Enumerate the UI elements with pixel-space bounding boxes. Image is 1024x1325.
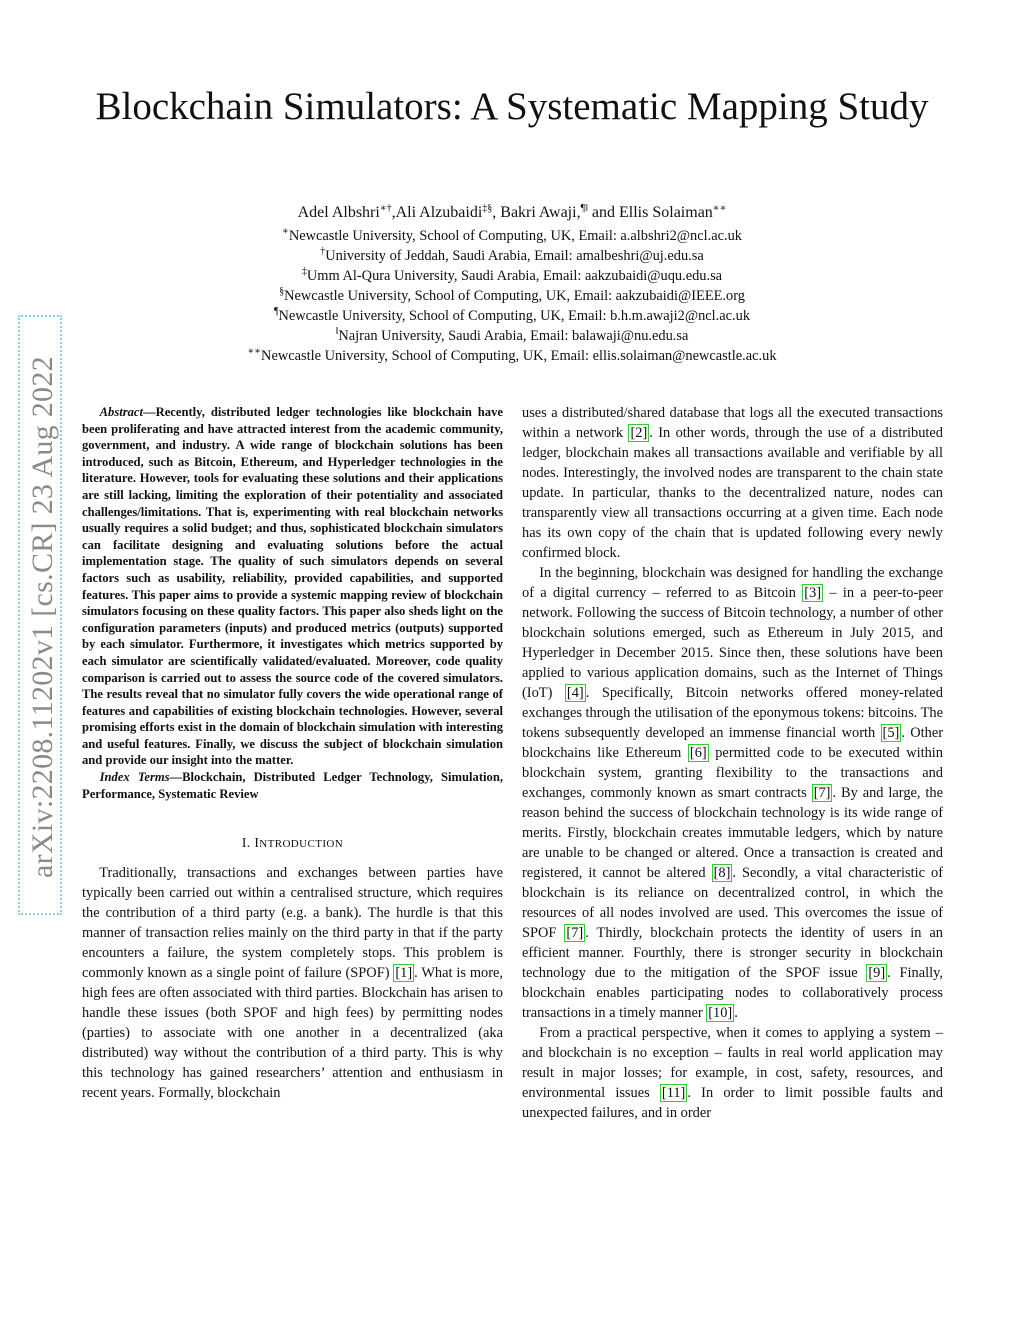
- paper-title: Blockchain Simulators: A Systematic Mapping Study: [95, 85, 929, 128]
- index-terms-dash: —: [169, 770, 183, 785]
- citation-link[interactable]: [2]: [630, 425, 648, 441]
- section-heading: [82, 834, 503, 853]
- affiliation-marker: ∗∗: [247, 346, 262, 357]
- affiliation-marker: †: [320, 246, 326, 257]
- index-terms-text: Blockchain, Distributed Ledger Technology, Simulation, Performance, Systematic Review: [82, 770, 503, 801]
- author-name: Bakri Awaji,: [500, 204, 581, 221]
- affiliation: [90, 346, 934, 366]
- citation-link[interactable]: [7]: [566, 925, 584, 941]
- affiliation-text: Umm Al-Qura University, Saudi Arabia, Email: aakzubaidi@uqu.edu.sa: [306, 268, 723, 284]
- affiliation-text: Newcastle University, School of Computing, UK, Email: b.h.m.awaji2@ncl.ac.uk: [278, 308, 751, 324]
- paragraph-text: . Finally, blockchain enables participating nodes to collaboratively process transactions in a timely manner: [522, 965, 943, 1021]
- citation-link[interactable]: [11]: [661, 1085, 686, 1101]
- paragraph-text: From a practical perspective, when it comes to applying a system – and blockchain is no exception – faults in real world application may result in major losses; for example, in cost, safety, resources, and environmental issues: [522, 1025, 943, 1101]
- affiliation: [90, 246, 934, 266]
- citation-link[interactable]: [1]: [395, 965, 413, 982]
- author-separator: and: [587, 204, 620, 221]
- arxiv-id: arXiv:2208.11202v1 [cs.CR] 23 Aug 2022: [26, 356, 59, 878]
- abstract-text: Recently, distributed ledger technologies like blockchain have been proliferating and have attracted interest from the academic community, government, and industry. A wide range of blockchain solutions has been introduced, such as Bitcoin, Ethereum, and Hyperledger technologies in the literature. However, tools for evaluating these solutions and their applications are still lacking, limiting the exploration of their potentiality and associated challenges/limitations. That is, experimenting with real blockchain networks usually requires a solid budget; and thus, sophisticated blockchain simulators can facilitate designing and evaluating solutions before the actual implementation stage. The quality of such simulators depends on several factors such as usability, reliability, provided capabilities, and supported features. This paper aims to provide a systemic mapping review of blockchain simulators focusing on these quality factors. This paper also sheds light on the configuration parameters (inputs) and produced metrics (outputs) supported by each simulator. Furthermore, it investigates which metrics supported by each simulator are scientifically validated/evaluated. Moreover, code quality comparison is carried out to assess the source code of the covered simulators. The results reveal that no simulator fully covers the wide operational range of features and capabilities of existing blockchain technologies. However, several promising efforts exist in the domain of blockchain simulation with interesting and useful features. Finally, we discuss the subject of blockchain simulation and provide our insight into the matter.: [82, 405, 503, 768]
- affiliation-text: University of Jeddah, Saudi Arabia, Email: amalbeshri@uj.edu.sa: [325, 248, 704, 264]
- abstract: [82, 404, 503, 769]
- paragraph-text: permitted code to be executed within blockchain system, granting flexibility to the transactions and exchanges, commonly known as smart contracts: [522, 745, 943, 801]
- arxiv-stamp: [18, 315, 62, 915]
- paragraph-text: . Specifically, Bitcoin networks offered money-related exchanges through the utilisation of the eponymous tokens: bitcoins. The tokens subsequently developed an immense financial worth: [522, 685, 943, 741]
- index-terms: [82, 769, 503, 802]
- affiliation: [90, 266, 934, 286]
- author-marker: ‡§: [482, 203, 493, 214]
- affiliation-text: Newcastle University, School of Computing, UK, Email: ellis.solaiman@newcastle.ac.uk: [261, 348, 777, 364]
- index-terms-label: Index Terms: [99, 770, 170, 785]
- paragraph-text: . What is more, high fees are often associated with third parties. Blockchain has arisen to handle these issues (both SPOF and high fees) by permitting nodes (parties) to associate with one another in a decentralized (aka distributed) way without the contribution of a third party. This is why this technology has gained researchers’ attention and enthusiasm in recent years. Formally, blockchain: [82, 965, 503, 1102]
- affiliation-text: Newcastle University, School of Computing, UK, Email: a.albshri2@ncl.ac.uk: [288, 228, 742, 244]
- affiliation: [90, 326, 934, 346]
- citation-link[interactable]: [7]: [813, 785, 831, 801]
- paragraph-text: . In order to limit possible faults and unexpected failures, and in order: [522, 1085, 943, 1121]
- affiliation-text: Najran University, Saudi Arabia, Email: balawaji@nu.edu.sa: [338, 328, 689, 344]
- author-marker: ¶‖: [580, 203, 588, 214]
- body-paragraph: [522, 1023, 943, 1123]
- affiliation: [90, 306, 934, 326]
- section-number: I.: [241, 835, 255, 851]
- paragraph-text: . Thirdly, blockchain protects the identity of users in an efficient manner. Fourthly, there is stronger security in blockchain technology due to the mitigation of the SPOF issue: [522, 925, 943, 981]
- paragraph-text: . By and large, the reason behind the success of blockchain technology is its wide range of merits. Firstly, blockchain creates immutable ledgers, which by nature are unable to be changed or altered. Once a transaction is created and registered, it cannot be altered: [522, 785, 943, 881]
- section-title-rest: NTRODUCTION: [259, 838, 344, 851]
- citation-link[interactable]: [10]: [708, 1005, 733, 1021]
- author-name: Ellis Solaiman: [619, 204, 713, 221]
- affiliations: [90, 226, 934, 366]
- affiliation: [90, 286, 934, 306]
- citation-link[interactable]: [9]: [868, 965, 886, 981]
- section-title-cap: I: [254, 835, 260, 851]
- right-column: [522, 403, 943, 1123]
- author-line: [90, 203, 934, 223]
- author-name: Adel Albshri: [297, 204, 380, 221]
- paragraph-text: .: [734, 1005, 738, 1021]
- paragraph-text: In the beginning, blockchain was designed for handling the exchange of a digital currency – referred to as Bitcoin: [522, 565, 943, 601]
- affiliation-marker: ‡: [301, 266, 307, 277]
- affiliation-marker: ∗: [282, 226, 289, 237]
- author-separator: ,: [391, 204, 396, 221]
- paragraph-text: uses a distributed/shared database that logs all the executed transactions within a network: [522, 405, 943, 441]
- author-name: Ali Alzubaidi: [395, 204, 483, 221]
- abstract-label: Abstract: [99, 405, 144, 419]
- citation-link[interactable]: [6]: [689, 745, 707, 761]
- affiliation-marker: §: [279, 286, 285, 297]
- body-paragraph: [82, 863, 503, 1103]
- author-marker: ∗†: [379, 203, 392, 214]
- left-column: [82, 404, 503, 1103]
- paragraph-text: . In other words, through the use of a distributed ledger, blockchain makes all transactions available and verifiable by all nodes. Interestingly, the involved nodes are transparent to the chain state update. In particular, thanks to the decentralized nature, nodes can transparently view all transactions occurring at a given time. Each node has its own copy of the chain that is updated following every newly confirmed block.: [522, 425, 943, 561]
- citation-link[interactable]: [8]: [713, 865, 731, 881]
- author-separator: ,: [492, 204, 501, 221]
- abstract-dash: —: [143, 405, 156, 419]
- author-marker: ∗∗: [712, 203, 727, 214]
- affiliation-marker: ¶: [273, 306, 279, 317]
- paragraph-text: Traditionally, transactions and exchanges between parties have typically been carried out within a centralised structure, which requires the contribution of a third party (e.g. a bank). The hurdle is that this manner of transaction relies mainly on the third party in that if the party encounters a failure, the system completely stops. This problem is commonly known as a single point of failure (SPOF): [82, 865, 503, 982]
- citation-link[interactable]: [5]: [882, 725, 900, 741]
- paragraph-text: . Other blockchains like Ethereum: [522, 725, 943, 761]
- citation-link[interactable]: [3]: [804, 585, 822, 601]
- affiliation-marker: ‖: [335, 326, 339, 337]
- affiliation-text: Newcastle University, School of Computing, UK, Email: aakzubaidi@IEEE.org: [284, 288, 745, 304]
- affiliation: [90, 226, 934, 246]
- paragraph-text: . Secondly, a vital characteristic of blockchain is its reliance on decentralized control, in which the resources of all nodes involved are used. This overcomes the issue of SPOF: [522, 865, 943, 941]
- citation-link[interactable]: [4]: [566, 685, 584, 701]
- body-paragraph: [522, 403, 943, 563]
- body-paragraph: [522, 563, 943, 1023]
- paragraph-text: – in a peer-to-peer network. Following the success of Bitcoin technology, a number of other blockchain solutions emerged, such as Ethereum in July 2015, and Hyperledger in December 2015. Since then, these solutions have been applied to various application domains, such as the Internet of Things (IoT): [522, 585, 943, 701]
